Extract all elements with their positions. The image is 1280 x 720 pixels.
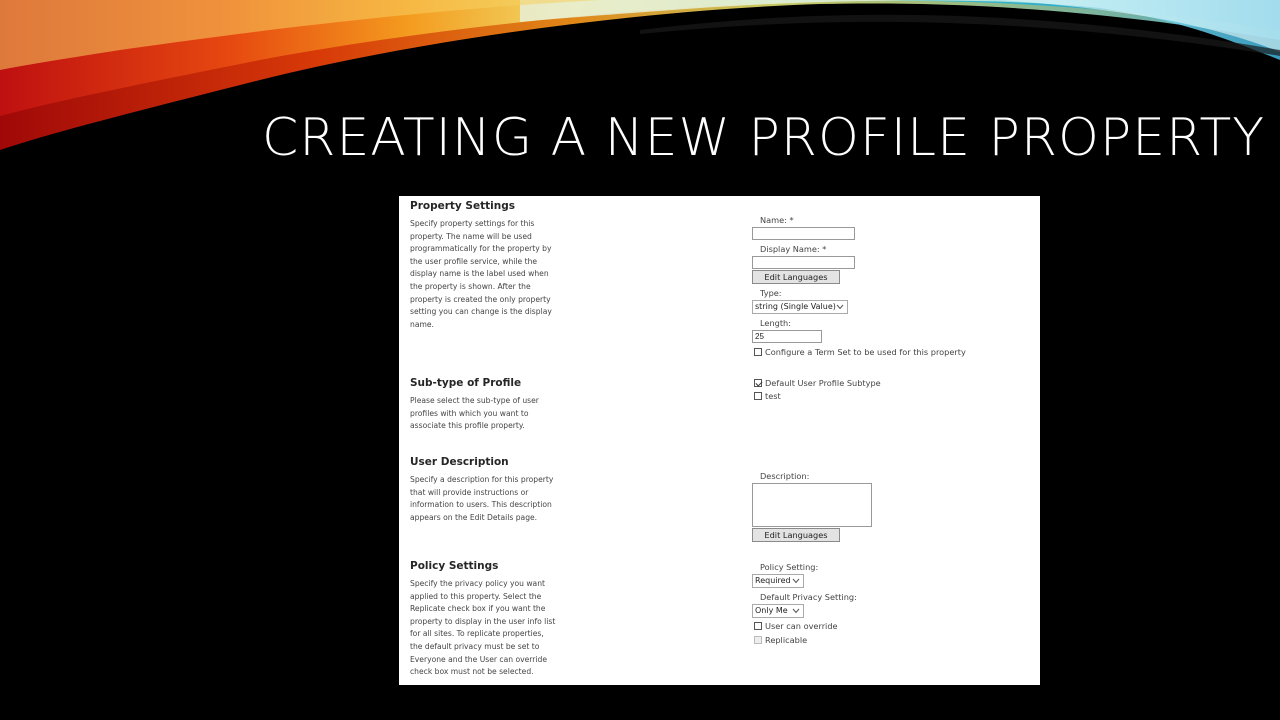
policy-setting-label: Policy Setting: <box>760 562 819 572</box>
chevron-down-icon <box>791 605 801 617</box>
replicable-label: Replicable <box>765 635 808 645</box>
length-input[interactable] <box>752 330 822 343</box>
test-subtype-checkbox[interactable] <box>754 392 762 400</box>
default-privacy-select[interactable] <box>752 604 804 618</box>
display-name-input[interactable] <box>752 256 855 269</box>
name-input[interactable] <box>752 227 855 240</box>
description-textarea[interactable] <box>752 483 872 527</box>
default-subtype-checkbox[interactable] <box>754 379 762 387</box>
replicable-row <box>754 635 807 645</box>
display-name-label: Display Name: * <box>760 244 827 254</box>
replicable-checkbox <box>754 636 762 644</box>
policy-settings-description: Specify the privacy policy you want applied to this property. Select the Replicate check box if you want the property to display in the user info list for all sites. To replicate properties, the default privacy must be set to Everyone and the User can override check box must not be selected. <box>410 579 556 677</box>
description-label: Description: <box>760 471 810 481</box>
default-privacy-value: Only Me <box>755 606 788 615</box>
length-label: Length: <box>760 318 791 328</box>
type-label: Type: <box>760 288 782 298</box>
subtype-option-test[interactable] <box>754 391 781 401</box>
user-override-label: User can override <box>765 621 838 631</box>
term-set-label: Configure a Term Set to be used for this property <box>765 347 966 357</box>
name-label: Name: * <box>760 215 794 225</box>
property-form-panel <box>399 196 1040 685</box>
edit-languages-button[interactable]: Edit Languages <box>752 270 840 284</box>
test-subtype-label: test <box>765 391 781 401</box>
slide-title: CREATING A NEW PROFILE PROPERTY <box>262 108 1265 168</box>
description-edit-languages-button[interactable]: Edit Languages <box>752 528 840 542</box>
policy-settings-title: Policy Settings <box>410 560 499 572</box>
type-select[interactable] <box>752 300 848 314</box>
default-privacy-label: Default Privacy Setting: <box>760 592 857 602</box>
policy-setting-select[interactable] <box>752 574 804 588</box>
subtype-description: Please select the sub-type of user profiles with which you want to associate this profile property. <box>410 396 539 431</box>
policy-setting-value: Required <box>755 576 791 585</box>
subtype-title: Sub-type of Profile <box>410 377 522 389</box>
property-settings-description: Specify property settings for this property. The name will be used programmatically for the property by the user profile service, while the display name is the label used when the property is shown. After the property is created the only property setting you can change is the display name. <box>410 219 552 329</box>
term-set-checkbox[interactable] <box>754 348 762 356</box>
type-select-value: string (Single Value) <box>755 302 836 311</box>
default-subtype-label: Default User Profile Subtype <box>765 378 881 388</box>
user-override-checkbox[interactable] <box>754 622 762 630</box>
term-set-checkbox-row[interactable] <box>754 347 966 357</box>
property-settings-title: Property Settings <box>410 200 515 212</box>
chevron-down-icon <box>791 575 801 587</box>
subtype-option-default[interactable] <box>754 378 881 388</box>
user-override-row[interactable] <box>754 621 838 631</box>
user-description-text: Specify a description for this property that will provide instructions or information to users. This description appears on the Edit Details page. <box>410 475 554 522</box>
user-description-title: User Description <box>410 456 509 468</box>
chevron-down-icon <box>835 301 845 313</box>
